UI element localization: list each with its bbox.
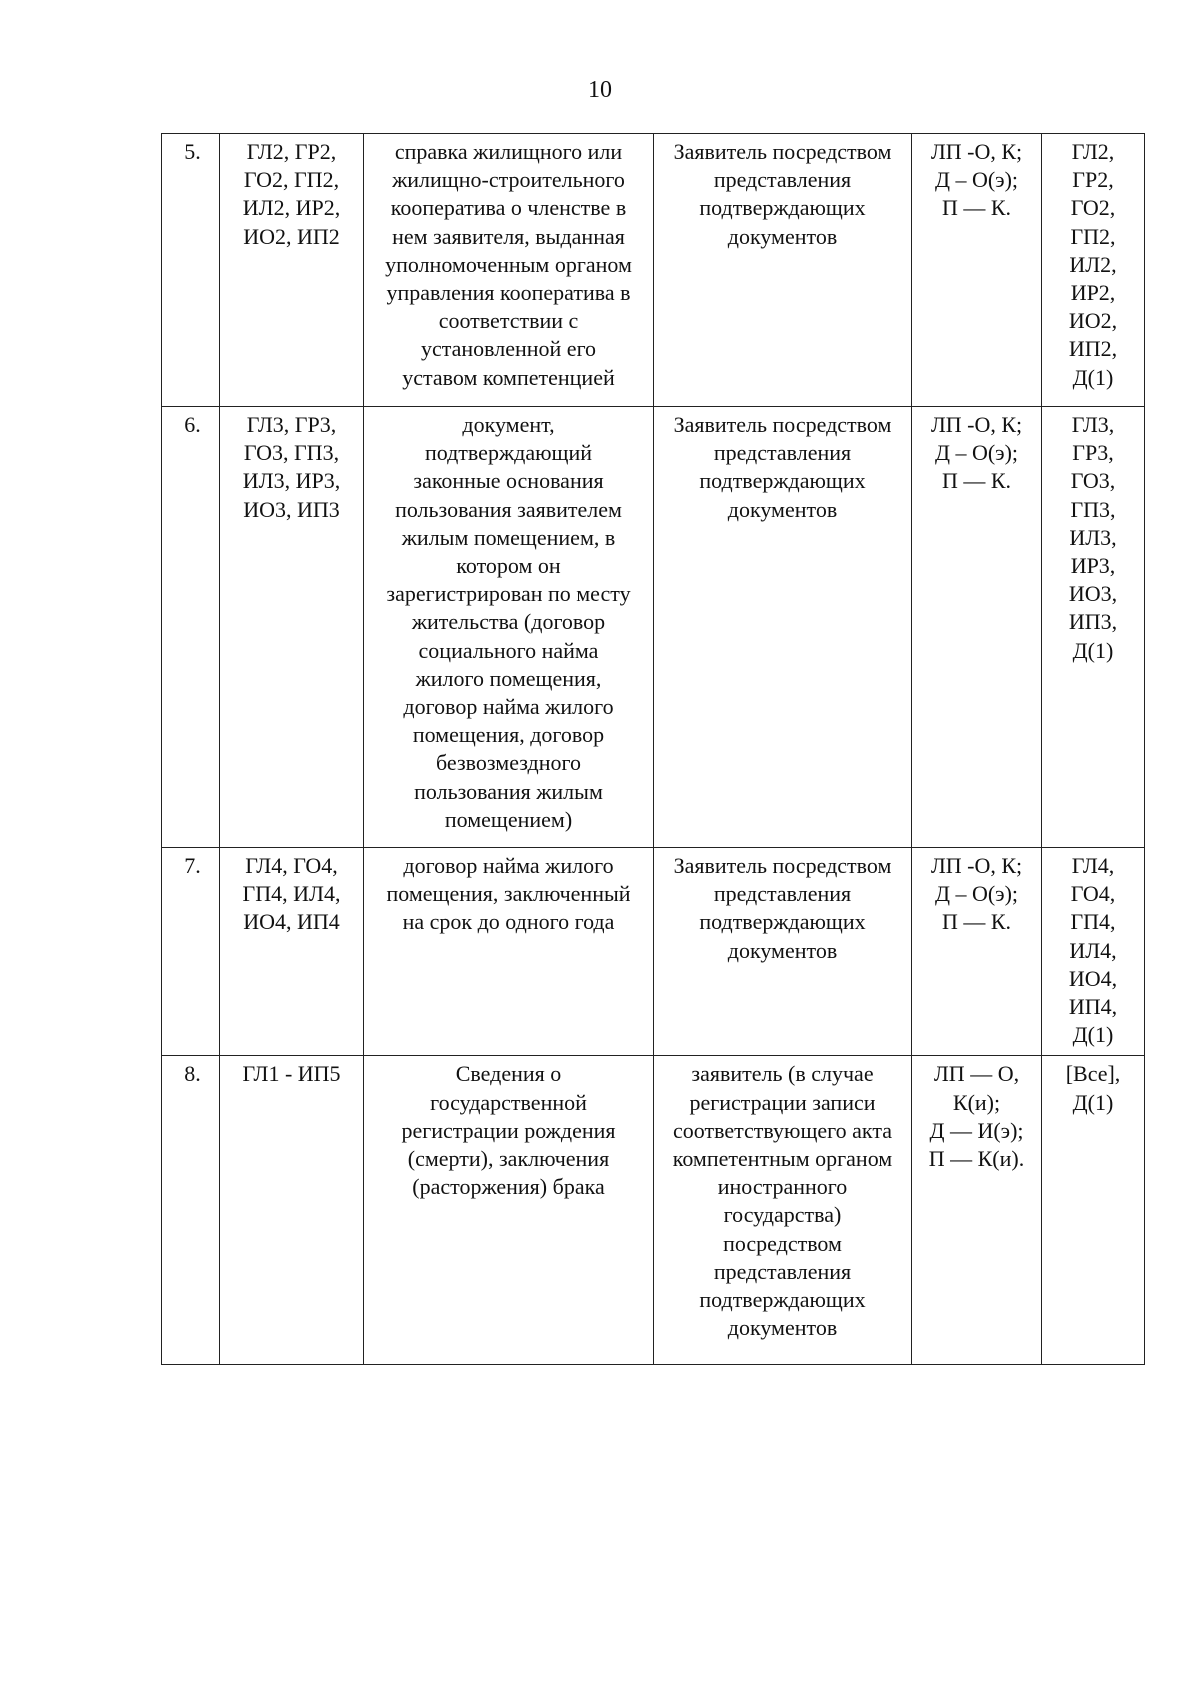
document-form: ЛП -О, К; Д – О(э); П — К. <box>912 407 1042 848</box>
category-codes: ГЛ3, ГР3, ГО3, ГП3, ИЛ3, ИР3, ИО3, ИП3 <box>220 407 364 848</box>
document-source: Заявитель посредством представления подтверждающих документов <box>654 407 912 848</box>
row-number: 5. <box>162 134 220 407</box>
page-number: 10 <box>588 77 612 103</box>
document-recipients: ГЛ2, ГР2, ГО2, ГП2, ИЛ2, ИР2, ИО2, ИП2, Д(1) <box>1042 134 1145 407</box>
row-number: 8. <box>162 1056 220 1365</box>
category-codes: ГЛ1 - ИП5 <box>220 1056 364 1365</box>
document-source: заявитель (в случае регистрации записи соответствующего акта компетентным органом иностранного государства) посредством представления подтверждающих документов <box>654 1056 912 1365</box>
table-row <box>162 1056 1145 1365</box>
document-source: Заявитель посредством представления подтверждающих документов <box>654 134 912 407</box>
table-row <box>162 848 1145 1056</box>
document-form: ЛП -О, К; Д – О(э); П — К. <box>912 848 1042 1056</box>
category-codes: ГЛ2, ГР2, ГО2, ГП2, ИЛ2, ИР2, ИО2, ИП2 <box>220 134 364 407</box>
category-codes: ГЛ4, ГО4, ГП4, ИЛ4, ИО4, ИП4 <box>220 848 364 1056</box>
table-row <box>162 134 1145 407</box>
document-recipients: ГЛ3, ГР3, ГО3, ГП3, ИЛ3, ИР3, ИО3, ИП3, Д(1) <box>1042 407 1145 848</box>
row-number: 7. <box>162 848 220 1056</box>
document-name: Сведения о государственной регистрации рождения (смерти), заключения (расторжения) брака <box>364 1056 654 1365</box>
document-source: Заявитель посредством представления подтверждающих документов <box>654 848 912 1056</box>
document-name: договор найма жилого помещения, заключенный на срок до одного года <box>364 848 654 1056</box>
documents-table <box>161 133 1145 1365</box>
document-form: ЛП — О, К(и); Д — И(э); П — К(и). <box>912 1056 1042 1365</box>
document-name: справка жилищного или жилищно-строительного кооператива о членстве в нем заявителя, выданная уполномоченным органом управления кооператива в соответствии с установленной его уставом компетенцией <box>364 134 654 407</box>
document-name: документ, подтверждающий законные основания пользования заявителем жилым помещением, в котором он зарегистрирован по месту жительства (договор социального найма жилого помещения, договор найма жилого помещения, договор безвозмездного пользования жилым помещением) <box>364 407 654 848</box>
row-number: 6. <box>162 407 220 848</box>
document-form: ЛП -О, К; Д – О(э); П — К. <box>912 134 1042 407</box>
document-recipients: ГЛ4, ГО4, ГП4, ИЛ4, ИО4, ИП4, Д(1) <box>1042 848 1145 1056</box>
document-recipients: [Все], Д(1) <box>1042 1056 1145 1365</box>
table-row <box>162 407 1145 848</box>
